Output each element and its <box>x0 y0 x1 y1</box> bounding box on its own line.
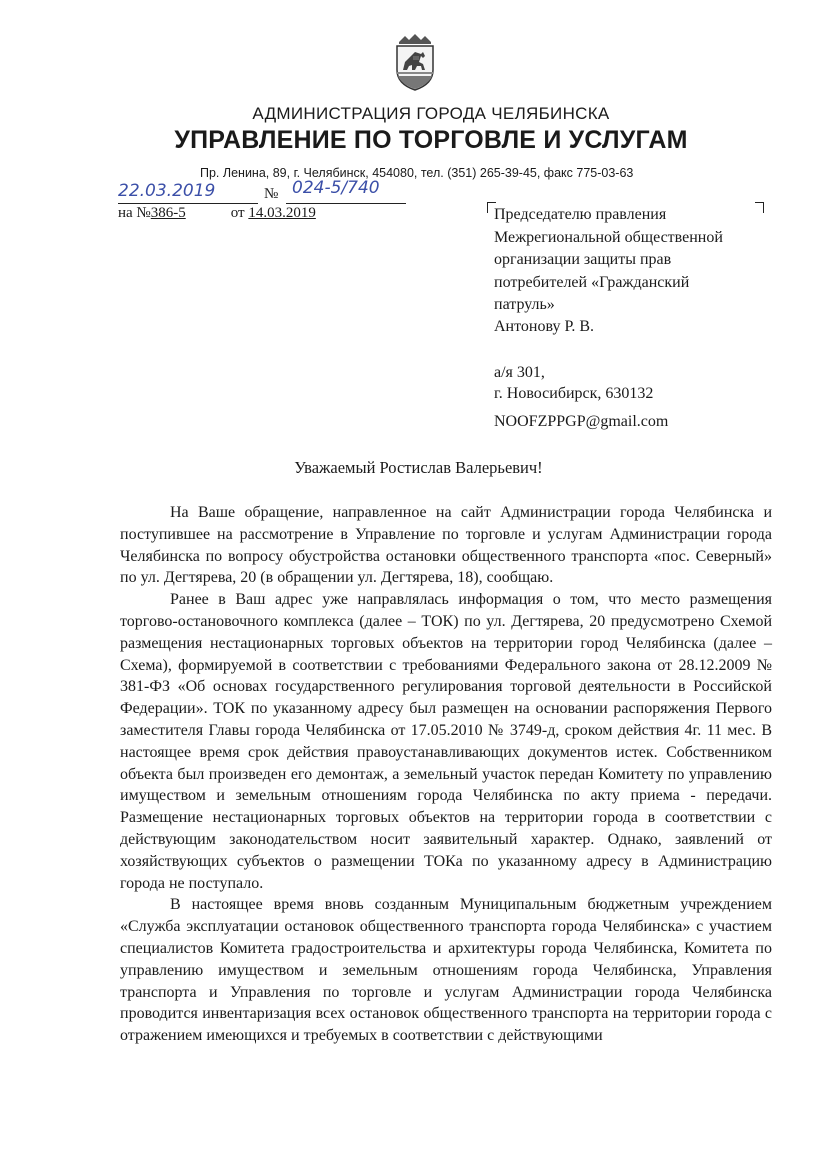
reference-line <box>118 205 316 222</box>
body-paragraph: В настоящее время вновь созданным Муниципальным бюджетным учреждением «Служба эксплуатации остановок общественного транспорта города Челябинска» с участием специалистов Комитета градостроительства и архитектуры города Челябинска, Комитета по управлению имуществом и земельным отношениям города Челябинска, Управления транспорта и Управления по торговле и услугам Администрации города Челябинска проводится инвентаризация всех остановок общественного транспорта на территории города с отражением имеющихся и требуемых в соответствии с действующими <box>120 896 772 1045</box>
addressee-line: Межрегиональной общественной <box>494 228 723 246</box>
addressee-line: потребителей «Гражданский <box>494 273 690 291</box>
reference-date: 14.03.2019 <box>248 205 316 221</box>
organization-address: Пр. Ленина, 89, г. Челябинск, 454080, тел. (351) 265-39-45, факс 775-03-63 <box>200 166 634 180</box>
city-coat-of-arms-icon <box>391 32 439 92</box>
department-name: УПРАВЛЕНИЕ ПО ТОРГОВЛЕ И УСЛУГАМ <box>174 126 688 154</box>
number-underline <box>286 203 406 204</box>
po-box: а/я 301, <box>494 364 545 381</box>
body-paragraph: На Ваше обращение, направленное на сайт Администрации города Челябинска и поступившее на рассмотрение в Управление по торговле и услугам Администрации города Челябинска по вопросу обустройства остановки общественного транспорта «пос. Северный» по ул. Дегтярева, 20 (в обращении ул. Дегтярева, 18), сообщаю. <box>120 504 772 587</box>
reference-date-label: от <box>230 205 245 221</box>
addressee-line: патруль» <box>494 296 555 313</box>
addressee-name: Антонову Р. В. <box>494 318 595 335</box>
addressee-line: организации защиты прав <box>494 251 672 268</box>
letter-body <box>120 502 772 1047</box>
addressee-postal <box>494 362 653 404</box>
reference-number: 386-5 <box>150 205 186 221</box>
number-label: № <box>264 186 279 202</box>
salutation: Уважаемый Ростислав Валерьевич! <box>294 458 543 477</box>
addressee-title <box>494 204 764 317</box>
city-line: г. Новосибирск, 630132 <box>494 385 654 402</box>
date-underline <box>118 203 258 204</box>
body-paragraph: Ранее в Ваш адрес уже направлялась информация о том, что место размещения торгово-остановочного комплекса (далее – ТОК) по ул. Дегтярева, 20 предусмотрено Схемой размещения нестационарных торговых объектов на территории город Челябинска (далее – Схема), формируемой в соответствии с требованиями Федерального закона от 28.12.2009 № 381-ФЗ «Об основах государственного регулирования торговой деятельности в Российской Федерации». ТОК по указанному адресу был размещен на основании распоряжения Первого заместителя Главы города Челябинска от 17.05.2010 № 3749-д, сроком действия 4г. 11 мес. В настоящее время срок действия правоустанавливающих документов истек. Собственником объекта был произведен его демонтаж, а земельный участок передан Комитету по управлению имуществом и земельным отношениям города Челябинска по акту приема - передачи. Размещение нестационарных торговых объектов на территории города в соответствии с действующим законодательством носит заявительный характер. Однако, заявлений от хозяйствующих субъектов о размещении ТОКа по указанному адресу в Администрацию города не поступало. <box>120 591 772 892</box>
addressee-email: NOOFZPPGP@gmail.com <box>494 413 669 430</box>
outgoing-number: 024-5/740 <box>292 178 380 198</box>
organization-name: АДМИНИСТРАЦИЯ ГОРОДА ЧЕЛЯБИНСКА <box>252 104 610 123</box>
outgoing-date: 22.03.2019 <box>118 181 216 201</box>
reference-prefix: на № <box>118 205 151 221</box>
addressee-line: Председателю правления <box>494 206 667 223</box>
